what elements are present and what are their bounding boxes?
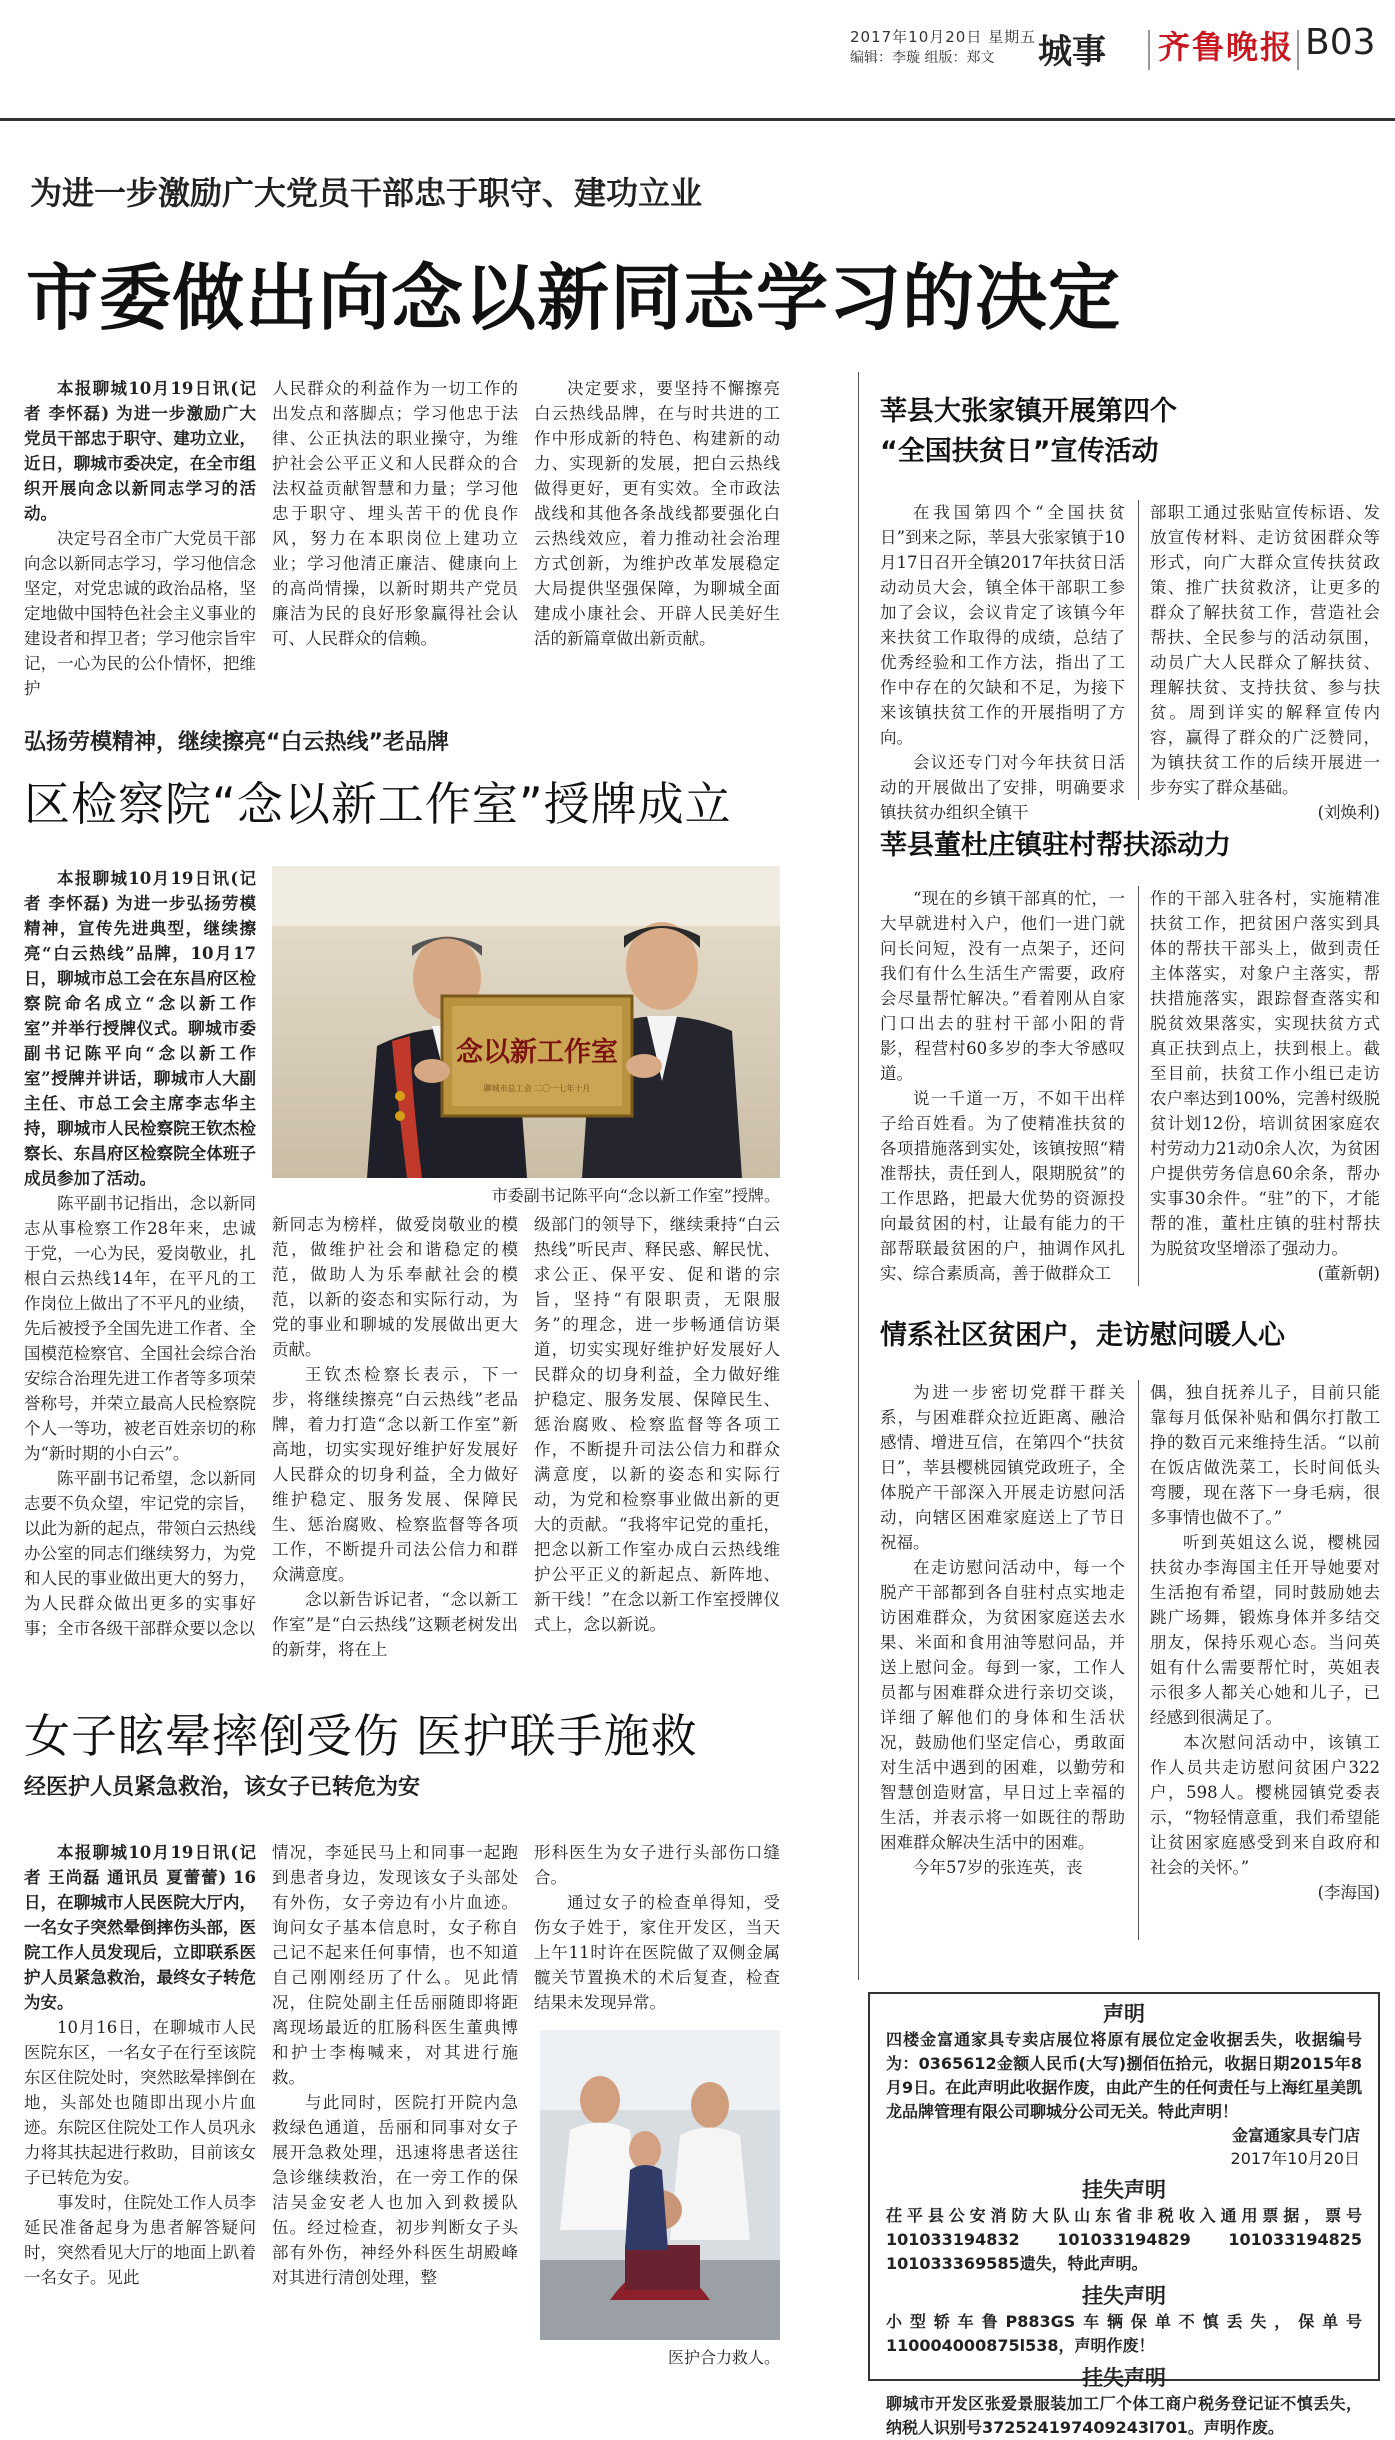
right3-paragraph: 偶，独自抚养儿子，目前只能靠每月低保补贴和偶尔打散工挣的数百元来维持生活。“以前在饭店做洗菜工，长时间低头弯腰，现在落下一身毛病，很多事情也做不了。”: [1150, 1383, 1380, 1527]
article2-column-2: [272, 1212, 518, 1662]
right3-paragraph: 听到英姐这么说，樱桃园扶贫办李海国主任开导她要对生活抱有希望，同时鼓励她去跳广场舞，锻炼身体并多结交朋友，保持乐观心态。当问英姐有什么需要帮忙时，英姐表示很多人都关心她和儿子，已经感到很满足了。: [1150, 1533, 1380, 1727]
right1-headline-line: “全国扶贫日”宣传活动: [880, 436, 1159, 467]
right3-byline: (李海国): [1317, 1883, 1380, 1902]
article2-paragraph: 级部门的领导下，继续秉持“白云热线”听民声、释民惑、解民忧、求公正、保平安、促和谐的宗旨，坚持“有限职责，无限服务”的理念，进一步畅通信访渠道，切实实现好维护好发展好人民群众的切身利益，全力做好维护稳定、服务发展、保障民生、惩治腐败、检察监督等各项工作，不断提升司法公信力和群众满意度，以新的姿态和实际行动，为党和检察事业做出新的更大的贡献。“我将牢记党的重托，把念以新工作室办成白云热线维护公平正义的新起点、新阵地、新干线！”在念以新工作室授牌仪式上，念以新说。: [534, 1215, 780, 1634]
article2-paragraph: 念以新告诉记者，“念以新工作室”是“白云热线”这颗老树发出的新芽，将在上: [272, 1590, 518, 1659]
right3-paragraph: 为进一步密切党群干群关系，与困难群众拉近距离、融洽感情、增进互信，在第四个“扶贫日”，莘县樱桃园镇党政班子，全体脱产干部深入开展走访慰问活动，向辖区困难家庭送上了节日祝福。: [880, 1383, 1125, 1552]
article2-column-3: [534, 1212, 780, 1637]
article1-kicker: 为进一步激励广大党员干部忠于职守、建功立业: [30, 174, 703, 212]
right1-paragraph: 会议还专门对今年扶贫日活动的开展做出了安排，明确要求镇扶贫办组织全镇干: [880, 753, 1125, 822]
section-title: 城事: [1038, 32, 1106, 72]
article1-paragraph: 决定号召全市广大党员干部向念以新同志学习，学习他信念坚定，对党忠诚的政治品格，坚定地做中国特色社会主义事业的建设者和捍卫者；学习他宗旨牢记，一心为民的公仆情怀，把维护: [24, 529, 256, 698]
header-divider: [1148, 30, 1150, 70]
right2-paragraph: 作的干部入驻各村，实施精准扶贫工作，把贫困户落实到具体的帮扶干部头上，做到责任主体落实，对象户主落实，帮扶措施落实，跟踪督查落实和脱贫效果落实，实现扶贫方式真正扶到点上，扶到根上。截至目前，扶贫工作小组已走访农户率达到100%，完善村级脱贫计划12份，培训贫困家庭农村劳动力21动0余人次，为贫困户提供劳务信息60余条，帮办实事30余件。“驻”的下，才能帮的准，董杜庄镇的驻村帮扶为脱贫攻坚增添了强动力。: [1150, 889, 1380, 1258]
article2-paragraph: 新同志为榜样，做爱岗敬业的模范，做维护社会和谐稳定的模范，做助人为乐奉献社会的模范，以新的姿态和实际行动，为党的事业和聊城的发展做出更大贡献。: [272, 1215, 518, 1359]
article2-paragraph: 本报聊城10月19日讯(记者 李怀磊) 为进一步弘扬劳模精神，宣传先进典型，继续擦亮“白云热线”品牌，10月17日，聊城市总工会在东昌府区检察院命名成立“念以新工作室”并举行授牌仪式。聊城市委副书记陈平向“念以新工作室”授牌并讲话，聊城市人大副主任、市总工会主席李志华主持，聊城市人民检察院王钦杰检察长、东昌府区检察院全体班子成员参加了活动。: [24, 869, 256, 1188]
right2-headline: 莘县董杜庄镇驻村帮扶添动力: [880, 830, 1231, 861]
article1-paragraph: 人民群众的利益作为一切工作的出发点和落脚点；学习他忠于法律、公正执法的职业操守，为维护社会公平正义和人民群众的合法权益贡献智慧和力量；学习他忠于职守、埋头苦干的优良作风，努力在本职岗位上建功立业；学习他清正廉洁、健康向上的高尚情操，以新时期共产党员廉洁为民的良好形象赢得社会认可、人民群众的信赖。: [272, 379, 518, 648]
right2-byline: (董新朝): [1317, 1264, 1380, 1283]
award-photo: [272, 866, 780, 1178]
article1-column-1: [24, 376, 256, 701]
plaque-text: 念以新工作室: [456, 1037, 618, 1068]
notice-title: 挂失声明: [1082, 2284, 1166, 2308]
article2-subhead: 弘扬劳模精神，继续擦亮“白云热线”老品牌: [24, 730, 449, 755]
article1-paragraph: 决定要求，要坚持不懈擦亮白云热线品牌，在与时共进的工作中形成新的特色、构建新的动力、实现新的发展，把白云热线做得更好，更有实效。全市政法战线和其他各条战线都要强化白云热线效应，着力推动社会治理方式创新，为维护改革发展稳定大局提供坚强保障，为聊城全面建成小康社会、开辟人民美好生活的新篇章做出新贡献。: [534, 379, 780, 648]
notice-date: 2017年10月20日: [1230, 2149, 1360, 2168]
column-divider: [1138, 500, 1139, 800]
rescue-photo: [540, 2030, 780, 2340]
article3-paragraph: 与此同时，医院打开院内急救绿色通道，岳丽和同事对女子展开急救处理，迅速将患者送往急诊继续救治，在一旁工作的保洁吴金安老人也加入到救援队伍。经过检查，初步判断女子头部有外伤，神经外科医生胡殿峰对其进行清创处理，整: [272, 2093, 518, 2287]
notice-text: 四楼金富通家具专卖店展位将原有展位定金收据丢失，收据编号为：0365612金额人民币(大写)捌佰伍拾元，收据日期2015年8月9日。在此声明此收据作废，由此产生的任何责任与上海红星美凯龙品牌管理有限公司聊城分公司无关。特此声明！: [886, 2030, 1362, 2121]
right3-column-2: [1150, 1380, 1380, 1905]
article2-paragraph: 陈平副书记指出，念以新同志从事检察工作28年来，忠诚于党，一心为民，爱岗敬业，扎根白云热线14年，在平凡的工作岗位上做出了不平凡的业绩，先后被授予全国先进工作者、全国模范检察官、全国社会综合治安综合治理先进工作者等多项荣誉称号，并荣立最高人民检察院个人一等功，被老百姓亲切的称为“新时期的小白云”。: [24, 1194, 256, 1463]
right2-paragraph: 说一千道一万，不如干出样子给百姓看。为了使精准扶贫的各项措施落到实处，该镇按照“精准帮扶，责任到人，限期脱贫”的工作思路，把最大优势的资源投向最贫困的村，让最有能力的干部帮联最贫困的户，抽调作风扎实、综合素质高，善于做群众工: [880, 1089, 1125, 1283]
article3-column-2: [272, 1840, 518, 2380]
article3-column-1: [24, 1840, 256, 2380]
right1-byline: (刘焕利): [1317, 803, 1380, 822]
article3-headline: 女子眩晕摔倒受伤 医护联手施救: [24, 1709, 698, 1763]
column-divider: [1138, 1380, 1139, 1940]
award-photo-image: [272, 866, 780, 1178]
notice-title: 挂失声明: [1082, 2178, 1166, 2202]
notice-title: 声明: [1103, 2002, 1145, 2026]
right3-paragraph: 在走访慰问活动中，每一个脱产干部都到各自驻村点实地走访困难群众，为贫困家庭送去水果、米面和食用油等慰问品，并送上慰问金。每到一家，工作人员都与困难群众进行亲切交谈，详细了解他们的身体和生活状况，鼓励他们坚定信心，勇敢面对生活中遇到的困难，以勤劳和智慧创造财富，早日过上幸福的生活，并表示将一如既往的帮助困难群众解决生活中的困难。: [880, 1558, 1125, 1852]
award-photo-caption: 市委副书记陈平向“念以新工作室”授牌。: [491, 1186, 780, 1205]
notice-text: 聊城市开发区张爱景服装加工厂个体工商户税务登记证不慎丢失，纳税人识别号372524197409243l701。声明作废。: [886, 2394, 1362, 2437]
right2-column-1: [880, 886, 1125, 1286]
right1-column-1: [880, 500, 1125, 825]
right2-column-2: [1150, 886, 1380, 1286]
notice-title: 挂失声明: [1082, 2366, 1166, 2390]
header-divider: [1297, 30, 1299, 70]
issue-date: 2017年10月20日 星期五: [850, 28, 1037, 46]
article3-subhead: 经医护人员紧急救治，该女子已转危为安: [24, 1775, 421, 1800]
notice-signature: 金富通家具专门店: [1231, 2126, 1360, 2145]
article3-column-3: [534, 1840, 780, 2015]
right1-headline-line: 莘县大张家镇开展第四个: [880, 396, 1177, 427]
right1-headline: [880, 392, 1340, 472]
right3-paragraph: 今年57岁的张连英，丧: [913, 1858, 1083, 1877]
article1-paragraph: 本报聊城10月19日讯(记者 李怀磊) 为进一步激励广大党员干部忠于职守、建功立业，近日，聊城市委决定，在全市组织开展向念以新同志学习的活动。: [24, 379, 256, 523]
article3-paragraph: 形科医生为女子进行头部伤口缝合。: [534, 1843, 780, 1887]
notice-text: 茌平县公安消防大队山东省非税收入通用票据，票号101033194832 101033194829 101033194825 101033369585遗失，特此声明。: [886, 2206, 1362, 2273]
article2-headline: 区检察院“念以新工作室”授牌成立: [24, 777, 732, 831]
right1-paragraph: 部职工通过张贴宣传标语、发放宣传材料、走访贫困群众等形式，向广大群众宣传扶贫政策、推广扶贫救济，让更多的群众了解扶贫工作，营造社会帮扶、全民参与的活动氛围，动员广大人民群众了解扶贫、理解扶贫、支持扶贫、参与扶贫。周到详实的解释宣传内容，赢得了群众的广泛赞同，为镇扶贫工作的后续开展进一步夯实了群众基础。: [1150, 503, 1380, 797]
column-divider: [858, 372, 859, 1980]
right3-paragraph: 本次慰问活动中，该镇工作人员共走访慰问贫困户322户，598人。樱桃园镇党委表示，“物轻情意重，我们希望能让贫困家庭感受到来自政府和社会的关怀。”: [1150, 1733, 1380, 1877]
editors-line: 编辑：李璇 组版：郑文: [850, 50, 995, 66]
article1-column-3: [534, 376, 780, 651]
right3-column-1: [880, 1380, 1125, 1880]
article2-paragraph: 王钦杰检察长表示，下一步，将继续擦亮“白云热线”老品牌，着力打造“念以新工作室”新高地，切实实现好维护好发展好人民群众的切身利益，全力做好维护稳定、服务发展、保障民生、惩治腐败、检察监督等各项工作，不断提升司法公信力和群众满意度。: [272, 1365, 518, 1584]
notices-box: [868, 1992, 1380, 2437]
article3-paragraph: 10月16日，在聊城市人民医院东区，一名女子在行至该院东区住院处时，突然眩晕摔倒在地，头部处也随即出现小片血迹。东院区住院处工作人员巩永力将其扶起进行救助，目前该女子已转危为安。: [24, 2018, 256, 2187]
article1-column-2: [272, 376, 518, 651]
header-rule: [0, 118, 1395, 121]
plaque-subtext: 聊城市总工会 二〇一七年十月: [483, 1084, 591, 1093]
column-divider: [1138, 886, 1139, 1286]
rescue-photo-image: [540, 2030, 780, 2340]
article3-paragraph: 事发时，住院处工作人员李延民准备起身为患者解答疑问时，突然看见大厅的地面上趴着一名女子。见此: [24, 2193, 256, 2287]
article3-paragraph: 本报聊城10月19日讯(记者 王尚磊 通讯员 夏蕾蕾) 16日，在聊城市人民医院大厅内，一名女子突然晕倒摔伤头部，医院工作人员发现后，立即联系医护人员紧急救治，最终女子转危为安。: [24, 1843, 256, 2012]
article1-headline: 市委做出向念以新同志学习的决定: [26, 256, 1122, 340]
article3-paragraph: 通过女子的检查单得知，受伤女子姓于，家住开发区，当天上午11时许在医院做了双侧金属髋关节置换术的术后复查，检查结果未发现异常。: [534, 1893, 780, 2012]
newspaper-logo: 齐鲁晚报: [1158, 28, 1295, 66]
article3-paragraph: 情况，李延民马上和同事一起跑到患者身边，发现该女子头部处有外伤，女子旁边有小片血迹。询问女子基本信息时，女子称自己记不起来任何事情，也不知道自己刚刚经历了什么。见此情况，住院处副主任岳丽随即将距离现场最近的肛肠科医生董典博和护士李梅喊来，对其进行施救。: [272, 1843, 518, 2087]
page-number: B03: [1305, 22, 1376, 63]
right1-column-2: [1150, 500, 1380, 825]
right2-paragraph: “现在的乡镇干部真的忙，一大早就进村入户，他们一进门就问长问短，没有一点架子，还问我们有什么生活生产需要，政府会尽量帮忙解决。”看着刚从自家门口出去的驻村干部小阳的背影，程营村60多岁的李大爷感叹道。: [880, 889, 1125, 1083]
rescue-photo-caption: 医护合力救人。: [667, 2348, 780, 2367]
article2-paragraph: 陈平副书记希望，念以新同志要不负众望，牢记党的宗旨，以此为新的起点，带领白云热线办公室的同志们继续努力，为党和人民的事业做出更大的努力，为人民群众做出更多的实事好事；全市各级干部群众要以念以: [24, 1469, 256, 1638]
right1-paragraph: 在我国第四个“全国扶贫日”到来之际，莘县大张家镇于10月17日召开全镇2017年扶贫日活动动员大会，镇全体干部职工参加了会议，会议肯定了该镇今年来扶贫工作取得的成绩，总结了优秀经验和工作方法，指出了工作中存在的欠缺和不足，为接下来该镇扶贫工作的开展指明了方向。: [880, 503, 1125, 747]
article2-column-1: [24, 866, 256, 1662]
notice-text: 小型轿车鲁P883GS车辆保单不慎丢失，保单号110004000875l538，声明作废！: [886, 2312, 1362, 2355]
right3-headline: 情系社区贫困户，走访慰问暖人心: [880, 1320, 1285, 1351]
